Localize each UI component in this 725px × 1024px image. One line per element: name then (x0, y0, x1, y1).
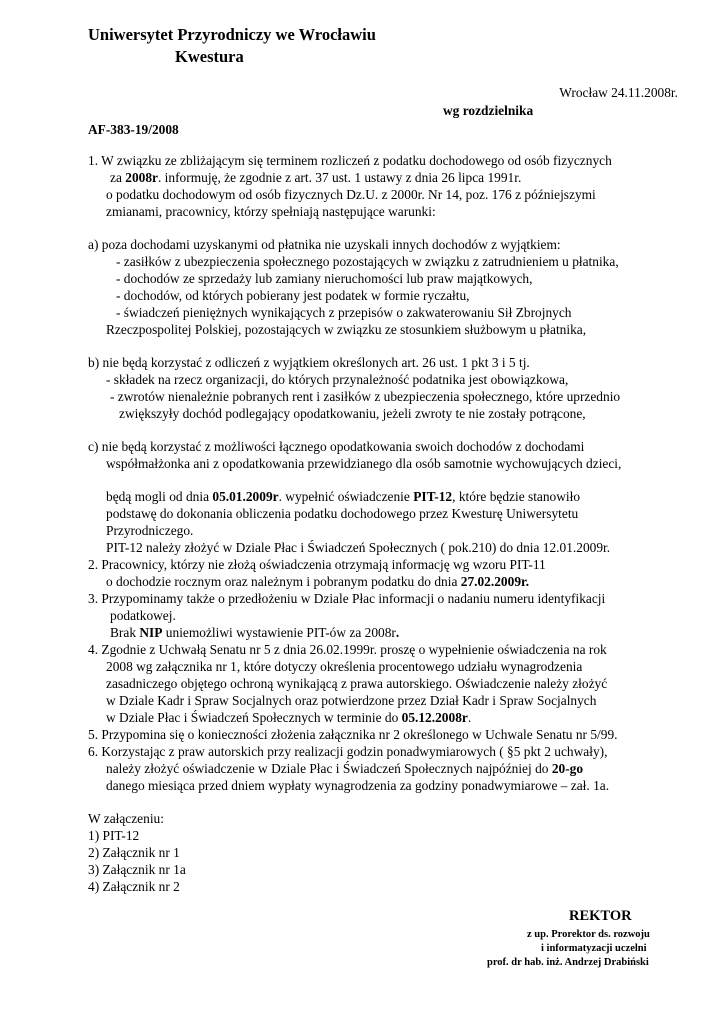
reference-number: AF-383-19/2008 (88, 122, 179, 137)
attachment-item: 3) Załącznik nr 1a (88, 862, 186, 877)
condition-c-line1: c) nie będą korzystać z możliwości łącznego opodatkowania swoich dochodów z dochodami (88, 439, 585, 454)
condition-b-line2: - składek na rzecz organizacji, do których przynależność podatnika jest obowiązkowa, (106, 372, 569, 387)
condition-b-line1: b) nie będą korzystać z odliczeń z wyjątkiem określonych art. 26 ust. 1 pkt 3 i 5 tj. (88, 355, 530, 370)
signature-line2: i informatyzacji uczelni (541, 943, 647, 954)
main-line3: Przyrodniczego. (106, 523, 194, 538)
attachments-title: W załączeniu: (88, 811, 164, 826)
item3-line2: podatkowej. (110, 608, 176, 623)
item3-line1: 3. Przypominamy także o przedłożeniu w Dziale Płac informacji o nadaniu numeru identyfikacji (88, 591, 606, 606)
condition-a-line2: - zasiłków z ubezpieczenia społecznego pozostających w związku z zatrudnieniem u płatnika, (116, 254, 619, 269)
university-name: Uniwersytet Przyrodniczy we Wrocławiu (88, 25, 376, 44)
item6-line1: 6. Korzystając z praw autorskich przy realizacji godzin ponadwymiarowych ( §5 pkt 2 uchwały), (88, 744, 608, 759)
signature-line1: z up. Prorektor ds. rozwoju (527, 929, 650, 940)
p1-line2: za 2008r. informuję, że zgodnie z art. 37 ust. 1 ustawy z dnia 26 lipca 1991r. (110, 170, 522, 185)
p1-line4: zmianami, pracownicy, którzy spełniają następujące warunki: (106, 204, 436, 219)
attachment-item: 4) Załącznik nr 2 (88, 879, 180, 894)
attachment-item: 2) Załącznik nr 1 (88, 845, 180, 860)
condition-b-line3: - zwrotów nienależnie pobranych rent i zasiłków z ubezpieczenia społecznego, które uprzednio (110, 389, 621, 404)
attachment-item: 1) PIT-12 (88, 828, 140, 843)
main-line4: PIT-12 należy złożyć w Dziale Płac i Świadczeń Społecznych ( pok.210) do dnia 12.01.2009r. (106, 540, 611, 555)
item6-line3: danego miesiąca przed dniem wypłaty wynagrodzenia za godziny ponadwymiarowe – zał. 1a. (106, 778, 610, 793)
condition-a-line5: - świadczeń pieniężnych wynikających z przepisów o zakwaterowaniu Sił Zbrojnych (116, 305, 572, 320)
item3-line3: Brak NIP uniemożliwi wystawienie PIT-ów za 2008r. (110, 625, 400, 640)
signature-line3: prof. dr hab. inż. Andrzej Drabiński (487, 957, 649, 968)
p1-line1: 1. W związku ze zbliżającym się terminem rozliczeń z podatku dochodowego od osób fizycznych (88, 153, 612, 168)
condition-a-line3: - dochodów ze sprzedaży lub zamiany nieruchomości lub praw majątkowych, (116, 271, 533, 286)
item4-line2: 2008 wg załącznika nr 1, które dotyczy określenia procentowego udziału wynagrodzenia (106, 659, 583, 674)
condition-a-line1: a) poza dochodami uzyskanymi od płatnika nie uzyskali innych dochodów z wyjątkiem: (88, 237, 561, 252)
condition-a-line4: - dochodów, od których pobierany jest podatek w formie ryczałtu, (116, 288, 470, 303)
item5-line1: 5. Przypomina się o konieczności złożenia załącznika nr 2 określonego w Uchwale Senatu nr 5/99. (88, 727, 618, 742)
department-name: Kwestura (175, 47, 244, 66)
item2-line1: 2. Pracownicy, którzy nie złożą oświadczenia otrzymają informację wg wzoru PIT-11 (88, 557, 546, 572)
condition-c-line2: współmałżonka ani z opodatkowania przewidzianego dla osób samotnie wychowujących dzieci, (106, 456, 622, 471)
item4-line4: w Dziale Kadr i Spraw Socjalnych oraz potwierdzone przez Dział Kadr i Spraw Socjalnych (106, 693, 597, 708)
item4-line1: 4. Zgodnie z Uchwałą Senatu nr 5 z dnia 26.02.1999r. proszę o wypełnienie oświadczenia na rok (88, 642, 607, 657)
item2-line2: o dochodzie rocznym oraz należnym i pobranym podatku do dnia 27.02.2009r. (106, 574, 530, 589)
item4-line3: zasadniczego objętego ochroną wynikającą z prawa autorskiego. Oświadczenie należy złożyć (106, 676, 608, 691)
item4-line5: w Dziale Płac i Świadczeń Społecznych w terminie do 05.12.2008r. (106, 710, 472, 725)
condition-a-line6: Rzeczpospolitej Polskiej, pozostających w związku ze stosunkiem służbowym u płatnika, (106, 322, 587, 337)
signature-title: REKTOR (569, 908, 632, 924)
main-line2: podstawę do dokonania obliczenia podatku dochodowego przez Kwesturę Uniwersytetu (106, 506, 579, 521)
item6-line2: należy złożyć oświadczenie w Dziale Płac i Świadczeń Społecznych najpóźniej do 20-go (106, 761, 584, 776)
p1-line3: o podatku dochodowym od osób fizycznych Dz.U. z 2000r. Nr 14, poz. 176 z późniejszymi (106, 187, 596, 202)
main-line1: będą mogli od dnia 05.01.2009r. wypełnić oświadczenie PIT-12, które będzie stanowiło (106, 489, 581, 504)
distribution-note: wg rozdzielnika (443, 103, 534, 118)
condition-b-line4: zwiększyły dochód podlegający opodatkowaniu, jeżeli zwroty te nie zostały potrącone, (119, 406, 586, 421)
place-date: Wrocław 24.11.2008r. (559, 85, 678, 100)
